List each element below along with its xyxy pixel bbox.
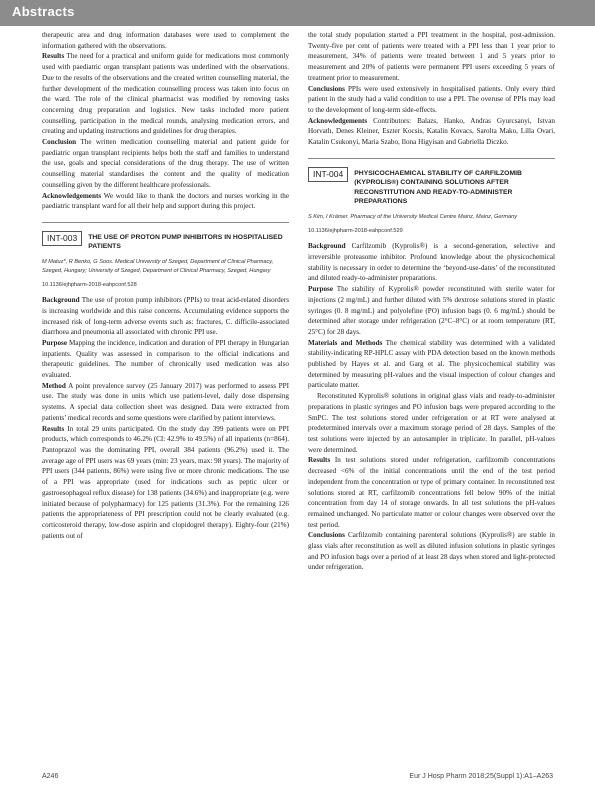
section-label: Conclusions	[308, 84, 345, 93]
paragraph: Background Carfilzomib (Kyprolis®) is a second-generation, selective and irreversible proteasome inhibitor. Profound knowledge about the physicochemical stability is necessary in order to determine the ‘beyond-use-dates’ of the reconstituted and diluted ready-to-administer preparations.	[308, 242, 555, 283]
section-label: Method	[42, 381, 66, 390]
section-label: Materials and Methods	[308, 338, 383, 347]
paragraph: Results In test solutions stored under refrigeration, carfilzomib concentrations decreased <6% of the initial concentrations until the end of the test period independent from the concentration or type of primary container. In reconstituted test solutions stored at RT, carfilzomib concentrations fell below 90% of the initial concentration from day 14 of storage onwards. In all test solutions the pH-values remained unchanged. No particulate matter or colour changes were observed over the test period.	[308, 456, 556, 529]
section-label: Acknowledgements	[42, 191, 102, 200]
section-label: Conclusions	[308, 531, 345, 540]
journal-citation: Eur J Hosp Pharm 2018;25(Suppl 1):A1–A263	[409, 773, 553, 780]
paragraph: Acknowledgements We would like to thank the doctors and nurses working in the paediatric transplant ward for all their help and support during this project.	[42, 191, 289, 211]
left-column	[42, 30, 289, 541]
paragraph: Method A point prevalence survey (25 January 2017) was performed to assess PPI use. The study was done in units which use patient-level, daily dose dispensing systems. A special data collection sheet was designed. Data were extracted from patients’ medical records and some questions were clarified by patient interviews.	[42, 381, 289, 422]
paragraph: Acknowledgements Contributors: Balazs, Hanko, Andras Gyurcsanyi, Istvan Horvath, Denes Kleiner, Eszter Kocsis, Katalin Kovacs, Sarolta Mako, Lilla Ovari, Katalin Csukonyi, Maria Szabo, Ilona Higyisan and Gabriella Diczko.	[308, 116, 555, 147]
paragraph: Conclusions Carfilzomib containing parenteral solutions (Kyprolis®) are stable in glass vials after reconstitution as well as diluted infusion solutions in plastic syringes and PO infusion bags over a period of at least 28 days when stored and light-protected under refrigeration.	[308, 531, 555, 572]
section-label: Background	[42, 296, 80, 305]
header-bar	[0, 0, 595, 26]
section-label: Conclusion	[42, 138, 77, 147]
page-number: A246	[42, 773, 59, 780]
divider	[42, 222, 289, 223]
section-label: Results	[42, 52, 65, 61]
divider	[308, 158, 555, 159]
section-label: Results	[308, 456, 331, 465]
paragraph: Results In total 29 units participated. On the study day 399 patients were on PPI products, which corresponds to 46.2% (CI: 42.9% to 49.5%) of all inpatients (n=864). Pantoprazol was the dominating PPI, overall 384 patients (96.2%) used it. The average age of PPI users was 69 years (min: 23 years, max: 98 years). The majority of PPI users (344 patients, 86%) were using five or more chronic medications. The use of a PPI was appropriate (used for indications such as peptic ulcer or gastroesophageal reflux disease) for 138 patients (34.6%) and inappropriate (e.g. were initiated because of polypharmacy) for 125 patients (31.3%). For the remaining 126 patients the appropriateness of PPI prescription could not be clearly evaluated (e.g. corticosteroid therapy, low-dose aspirin and clopidogrel therapy). Eighty-four (21%) patients out of	[42, 424, 289, 540]
abstract-title: THE USE OF PROTON PUMP INHIBITORS IN HOSPITALISED PATIENTS	[88, 233, 283, 251]
abstract-doi: 10.1136/ejhpharm-2018-eahpconf.529	[308, 228, 403, 235]
paragraph: Purpose Mapping the incidence, indication and duration of PPI therapy in Hungarian inpatients. Quality was assessed in comparison to the official indications and therapeutic guidelines. The number of chronically used medication was also evaluated.	[42, 338, 289, 380]
paragraph: Conclusion The written medication counselling material and patient guide for paediatric organ transplant recipients helps both the staff and families to understand the use, goals and special considerations of the drug therapy. The use of written counselling material standardises the content and the quality of medication counselling given by the different healthcare professionals.	[42, 138, 289, 189]
abstract-header	[308, 167, 555, 207]
abstract-authors: S Kim, I Krämer. Pharmacy of the University Medical Centre Mainz, Mainz, Germany	[308, 213, 518, 220]
section-label: Purpose	[308, 285, 333, 294]
right-column	[308, 30, 555, 573]
paragraph: Results The need for a practical and uniform guide for medications most commonly used with paediatric organ transplant patients was underlined with the observations. Due to the results of the observations and the created written counselling material, the further development of the medication counselling process was taken into focus on the ward. The role of the clinical pharmacist was modified by removing tasks concerning drug preparation and logistics. New tasks included more patient counselling, participation in the medical rounds, analysing medication errors, and creating and updating instructions and guidelines for drug therapies.	[42, 52, 290, 136]
section-title: Abstracts	[12, 4, 75, 19]
section-label: Results	[42, 424, 65, 433]
paragraph: therapeutic area and drug information databases were used to complement the information gathered with the observations.	[42, 31, 289, 50]
paragraph: Purpose The stability of Kyprolis® powder reconstituted with sterile water for injections (2 mg/mL) and further diluted with 5% dextrose solutions stored in plastic syringes (0. 8 mg/mL) and polyolefine (PO) infusion bags (0. 6 mg/mL) should be determined after storage under refrigeration (2°C–8°C) or at room temperature (RT, 25°C) for 28 days.	[308, 285, 555, 336]
abstract-id: INT-003	[42, 231, 82, 246]
abstract-authors: M Matuz*, R Benko, G Soos. Medical University of Szeged, Department of Clinical Pharmacy, Szeged, Hungary; University of Szeged, Department of Clinical Pharmacy, Szeged, Hungary	[42, 258, 274, 274]
section-label: Acknowledgements	[308, 116, 368, 125]
abstract-doi: 10.1136/ejhpharm-2018-eahpconf.528	[42, 282, 137, 289]
abstract-title: PHYSICOCHAEMICAL STABILITY OF CARFILZOMIB (KYPROLIS®) CONTAINING SOLUTIONS AFTER RECONSTITUTION AND READY-TO-ADMINISTER PREPARATIONS	[354, 169, 522, 206]
section-label: Background	[308, 242, 346, 251]
abstract-id: INT-004	[308, 167, 348, 182]
paragraph: Conclusions PPIs were used extensively in hospitalised patients. Only every third patient in the study had a valid condition to use a PPI. The overuse of PPIs may lead to the development of long-term side-effects.	[308, 84, 555, 114]
paragraph: the total study population started a PPI treatment in the hospital, post-admission. Twenty-five per cent of patients were treated with a PPI less than 1 year prior to measurement, 34% of patients were treated between 1 and 5 years prior to measurement and 20% of patients were permanent PPI users exceeding 5 years of treatment prior to measurement.	[308, 31, 555, 82]
section-label: Purpose	[42, 338, 67, 347]
paragraph: Background The use of proton pump inhibitors (PPIs) to treat acid-related disorders is increasing worldwide and this raise concerns. Accumulating evidence supports the increased risk of long-term adverse events such as: fractures, C. difficile-associated diarrhoea and pneumonia all associated with chronic PPI use.	[42, 296, 290, 337]
paragraph: Materials and Methods The chemical stability was determined with a validated stability-indicating RP-HPLC assay with PDA detection based on the known methods published by Hayes et al. and Garg et al. The physicochemical stability was determined by measuring pH-values and the visual inspection of colour changes and particulate matter.	[308, 338, 555, 390]
abstract-header	[42, 231, 289, 252]
paragraph: Reconstituted Kyprolis® solutions in original glass vials and ready-to-administer preparations in plastic syringes and PO infusion bags were prepared according to the SmPC. The test solutions stored under refrigeration or at RT were analysed at predetermined intervals over a maximum storage period of 28 days. Samples of the test solutions were injected by an autosampler in triplicate. In parallel, pH-values were determined.	[308, 392, 555, 454]
